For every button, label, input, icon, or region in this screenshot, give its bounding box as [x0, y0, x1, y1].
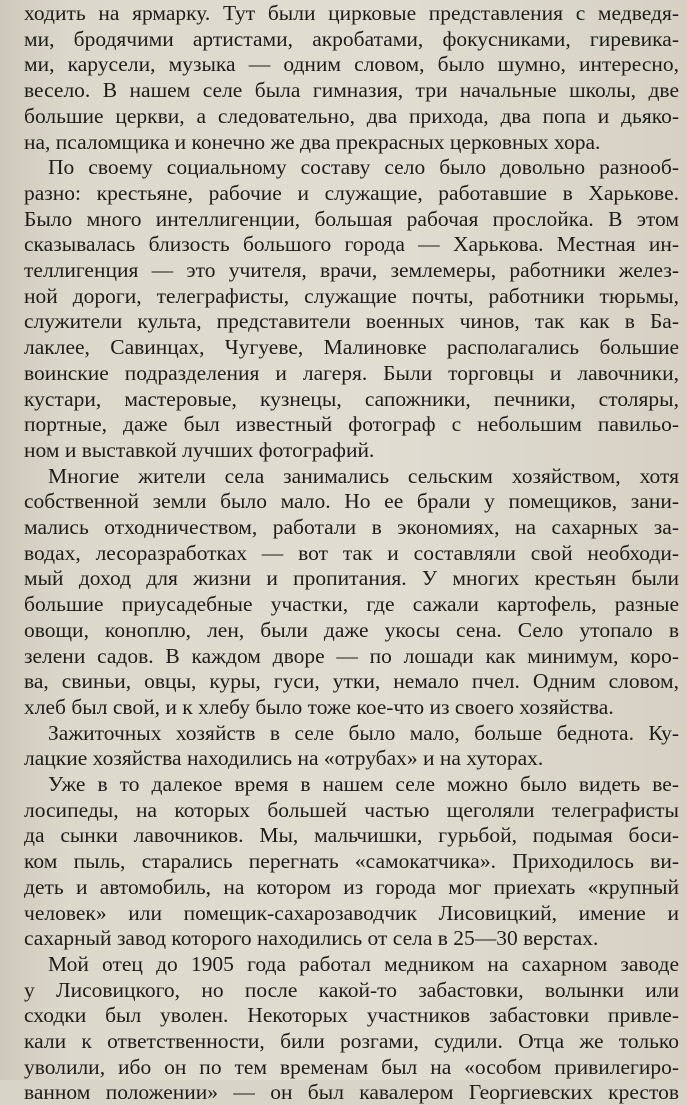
- text-line: мались отходничеством, работали в экономиях, на сахарных за-: [24, 515, 679, 539]
- text-line: лосипеды, на которых большей частью щеголяли телеграфисты: [24, 797, 679, 822]
- text-line: собственной земли было мало. Но ее брали у помещиков, зани-: [24, 489, 679, 514]
- text-line: ходить на ярмарку. Тут были цирковые представления с медведя-: [24, 1, 679, 25]
- paragraph-first-line: Уже в то далекое время в нашем селе можно было видеть ве-: [48, 772, 679, 796]
- text-line: разно: крестьяне, рабочие и служащие, работавшие в Харькове.: [24, 180, 679, 205]
- text-line: служители культа, представители военных чинов, так как в Ба-: [24, 309, 679, 334]
- text-line: зелени садов. В каждом дворе — по лошади как минимум, коро-: [24, 643, 679, 668]
- text-line: кустари, мастеровые, кузнецы, сапожники, печники, столяры,: [24, 386, 679, 411]
- text-line: ми, карусели, музыка — одним словом, было шумно, интересно,: [24, 52, 679, 77]
- text-line: большие приусадебные участки, где сажали картофель, разные: [24, 592, 679, 617]
- text-line: ми, бродячими артистами, акробатами, фокусниками, гиревика-: [24, 26, 679, 51]
- text-line: портные, даже был известный фотограф с небольшим павильо-: [24, 412, 679, 437]
- text-line: большие церкви, а следовательно, два прихода, два попа и дьяко-: [24, 103, 679, 128]
- text-line: весело. В нашем селе была гимназия, три начальные школы, две: [24, 78, 679, 103]
- text-line: кали к ответственности, били розгами, судили. Отца же только: [24, 1029, 679, 1053]
- paragraph-first-line: Многие жители села занимались сельским хозяйством, хотя: [48, 463, 679, 488]
- text-line: овощи, коноплю, лен, были даже укосы сена. Село утопало в: [24, 617, 679, 642]
- text-line: ной дороги, телеграфисты, служащие почты, работники тюрьмы,: [24, 283, 679, 308]
- paragraph-first-line: По своему социальному составу село было довольно разнооб-: [48, 155, 679, 180]
- text-line: мый доход для жизни и пропитания. У многих крестьян были: [24, 566, 679, 591]
- text-line: на, псаломщика и конечно же два прекрасных церковных хора.: [24, 129, 601, 154]
- text-line: теллигенция — это учителя, врачи, землемеры, работники желез-: [24, 258, 679, 282]
- text-line: Было много интеллигенции, большая рабочая прослойка. В этом: [24, 206, 679, 231]
- text-line: деть и автомобиль, на котором из города мог приехать «крупный: [24, 874, 679, 899]
- text-line: ва, свиньи, овцы, куры, гуси, утки, немало пчел. Одним словом,: [24, 669, 679, 694]
- text-line: ванном положении» — он был кавалером Георгиевских крестов: [24, 1080, 679, 1105]
- text-line: да сынки лавочников. Мы, мальчишки, гурьбой, подымая боси-: [24, 823, 679, 848]
- text-line: ком пыль, старались перегнать «самокатчика». Приходилось ви-: [24, 849, 679, 874]
- paragraph-first-line: Мой отец до 1905 года работал медником на сахарном заводе: [48, 951, 679, 976]
- text-line: сахарный завод которого находились от села в 25—30 верстах.: [24, 926, 599, 951]
- text-line: сказывалась близость большого города — Харькова. Местная ин-: [24, 232, 679, 257]
- text-line: лацкие хозяйства находились на «отрубах» и на хуторах.: [24, 746, 544, 771]
- text-line: воинские подразделения и лагеря. Были торговцы и лавочники,: [24, 360, 679, 385]
- text-line: сходки был уволен. Некоторых участников забастовки привле-: [24, 1003, 679, 1028]
- text-line: лаклее, Савинцах, Чугуеве, Малиновке располагались большие: [24, 335, 679, 360]
- paragraph-first-line: Зажиточных хозяйств в селе было мало, больше беднота. Ку-: [48, 720, 679, 745]
- text-line: хлеб был свой, и к хлебу было тоже кое-что из своего хозяйства.: [24, 694, 614, 719]
- text-line: человек» или помещик-сахарозаводчик Лисовицкий, имение и: [24, 900, 679, 925]
- text-line: водах, лесоразработках — вот так и составляли свой необходи-: [24, 540, 679, 565]
- text-line: у Лисовицкого, но после какой-то забастовки, волынки или: [24, 977, 679, 1002]
- text-line: ном и выставкой лучших фотографий.: [24, 437, 375, 462]
- text-line: уволили, ибо он по тем временам был на «особом привилегиро-: [24, 1054, 679, 1079]
